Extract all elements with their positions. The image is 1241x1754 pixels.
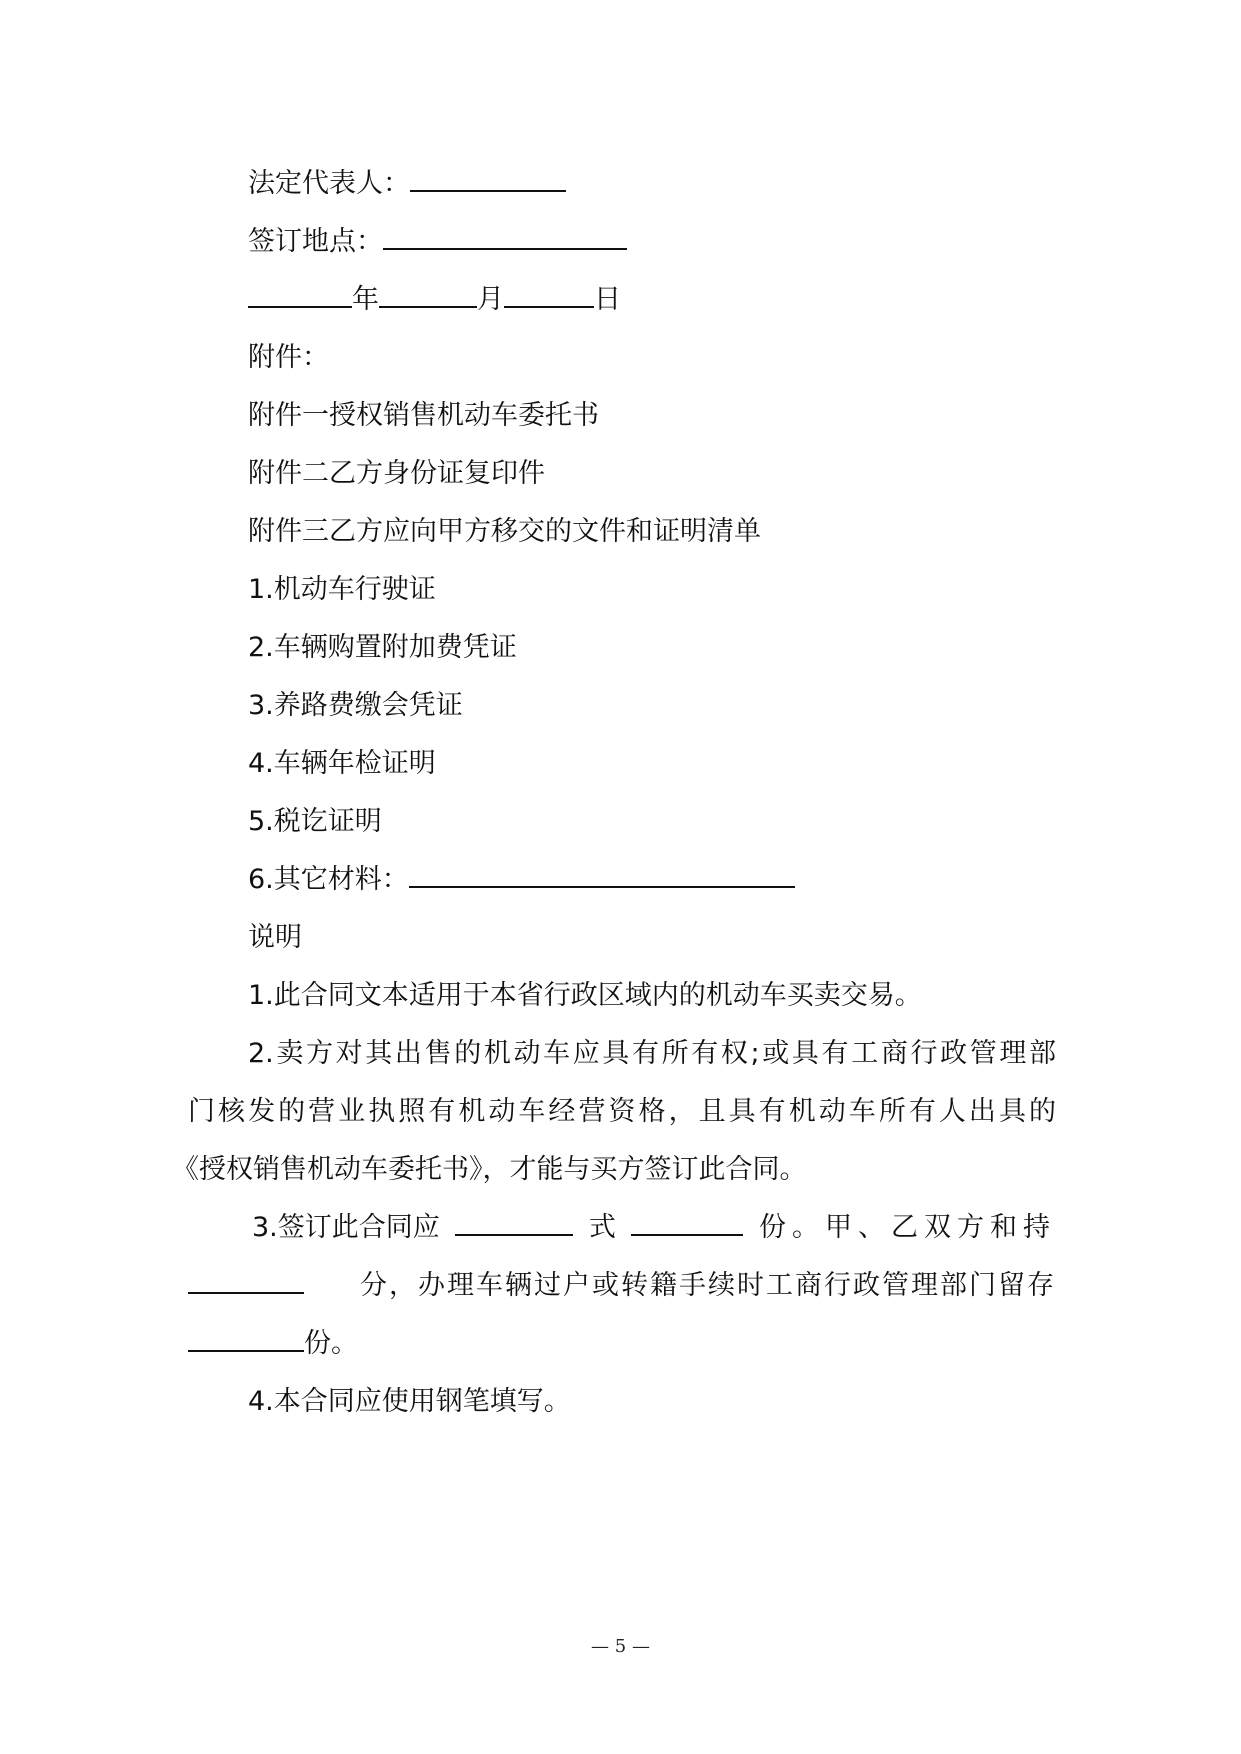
- document-item: 6.其它材料：: [248, 864, 409, 895]
- note-3-line-3: [188, 1324, 358, 1364]
- document-item: 4.车辆年检证明: [248, 748, 436, 779]
- note-3-part-d: 分，办理车辆过户或转籍手续时工商行政管理部门留存: [360, 1270, 1056, 1301]
- note-3-part-b: 式: [588, 1212, 616, 1243]
- party-copies-blank[interactable]: [188, 1266, 304, 1294]
- note-3-part-e: 份。: [304, 1328, 358, 1359]
- note-3-line-1: [252, 1208, 1056, 1248]
- notes-heading: 说明: [248, 922, 302, 953]
- copies-count-blank[interactable]: [631, 1208, 743, 1236]
- note-4: 4.本合同应使用钢笔填写。: [248, 1386, 571, 1417]
- page-number: — 5 —: [591, 1636, 650, 1657]
- note-2-line-2: 门核发的营业执照有机动车经营资格，且具有机动车所有人出具的: [188, 1096, 1056, 1127]
- note-3-part-c: 份。甲、乙双方和持: [758, 1212, 1056, 1243]
- note-2-line-1: 2.卖方对其出售的机动车应具有所有权;或具有工商行政管理部: [248, 1038, 1056, 1069]
- legal-representative-line: [248, 164, 566, 204]
- note-3-line-2: [188, 1266, 1056, 1306]
- year-blank[interactable]: [248, 280, 352, 308]
- attachment-item: 附件一授权销售机动车委托书: [248, 400, 599, 431]
- document-item: 1.机动车行驶证: [248, 574, 436, 605]
- copies-type-blank[interactable]: [455, 1208, 573, 1236]
- day-blank[interactable]: [504, 280, 594, 308]
- date-line: [248, 280, 621, 320]
- sign-place-label: 签订地点：: [248, 226, 383, 257]
- month-blank[interactable]: [379, 280, 477, 308]
- month-label: 月: [477, 284, 504, 315]
- document-item: 3.养路费缴会凭证: [248, 690, 463, 721]
- note-3-part-a: 3.签订此合同应: [252, 1212, 440, 1243]
- sign-place-blank[interactable]: [383, 222, 627, 250]
- other-materials-blank[interactable]: [409, 860, 795, 888]
- attachment-item: 附件二乙方身份证复印件: [248, 458, 545, 489]
- office-copies-blank[interactable]: [188, 1324, 304, 1352]
- attachment-item: 附件三乙方应向甲方移交的文件和证明清单: [248, 516, 761, 547]
- year-label: 年: [352, 284, 379, 315]
- note-2-line-3: 《授权销售机动车委托书》，才能与买方签订此合同。: [172, 1154, 807, 1185]
- legal-representative-blank[interactable]: [410, 164, 566, 192]
- document-item: 2.车辆购置附加费凭证: [248, 632, 517, 663]
- day-label: 日: [594, 284, 621, 315]
- sign-place-line: [248, 222, 627, 262]
- note-1: 1.此合同文本适用于本省行政区域内的机动车买卖交易。: [248, 980, 922, 1011]
- document-item: 5.税讫证明: [248, 806, 382, 837]
- attachments-heading: 附件：: [248, 342, 329, 373]
- other-materials-line: [248, 860, 795, 900]
- legal-representative-label: 法定代表人：: [248, 168, 410, 199]
